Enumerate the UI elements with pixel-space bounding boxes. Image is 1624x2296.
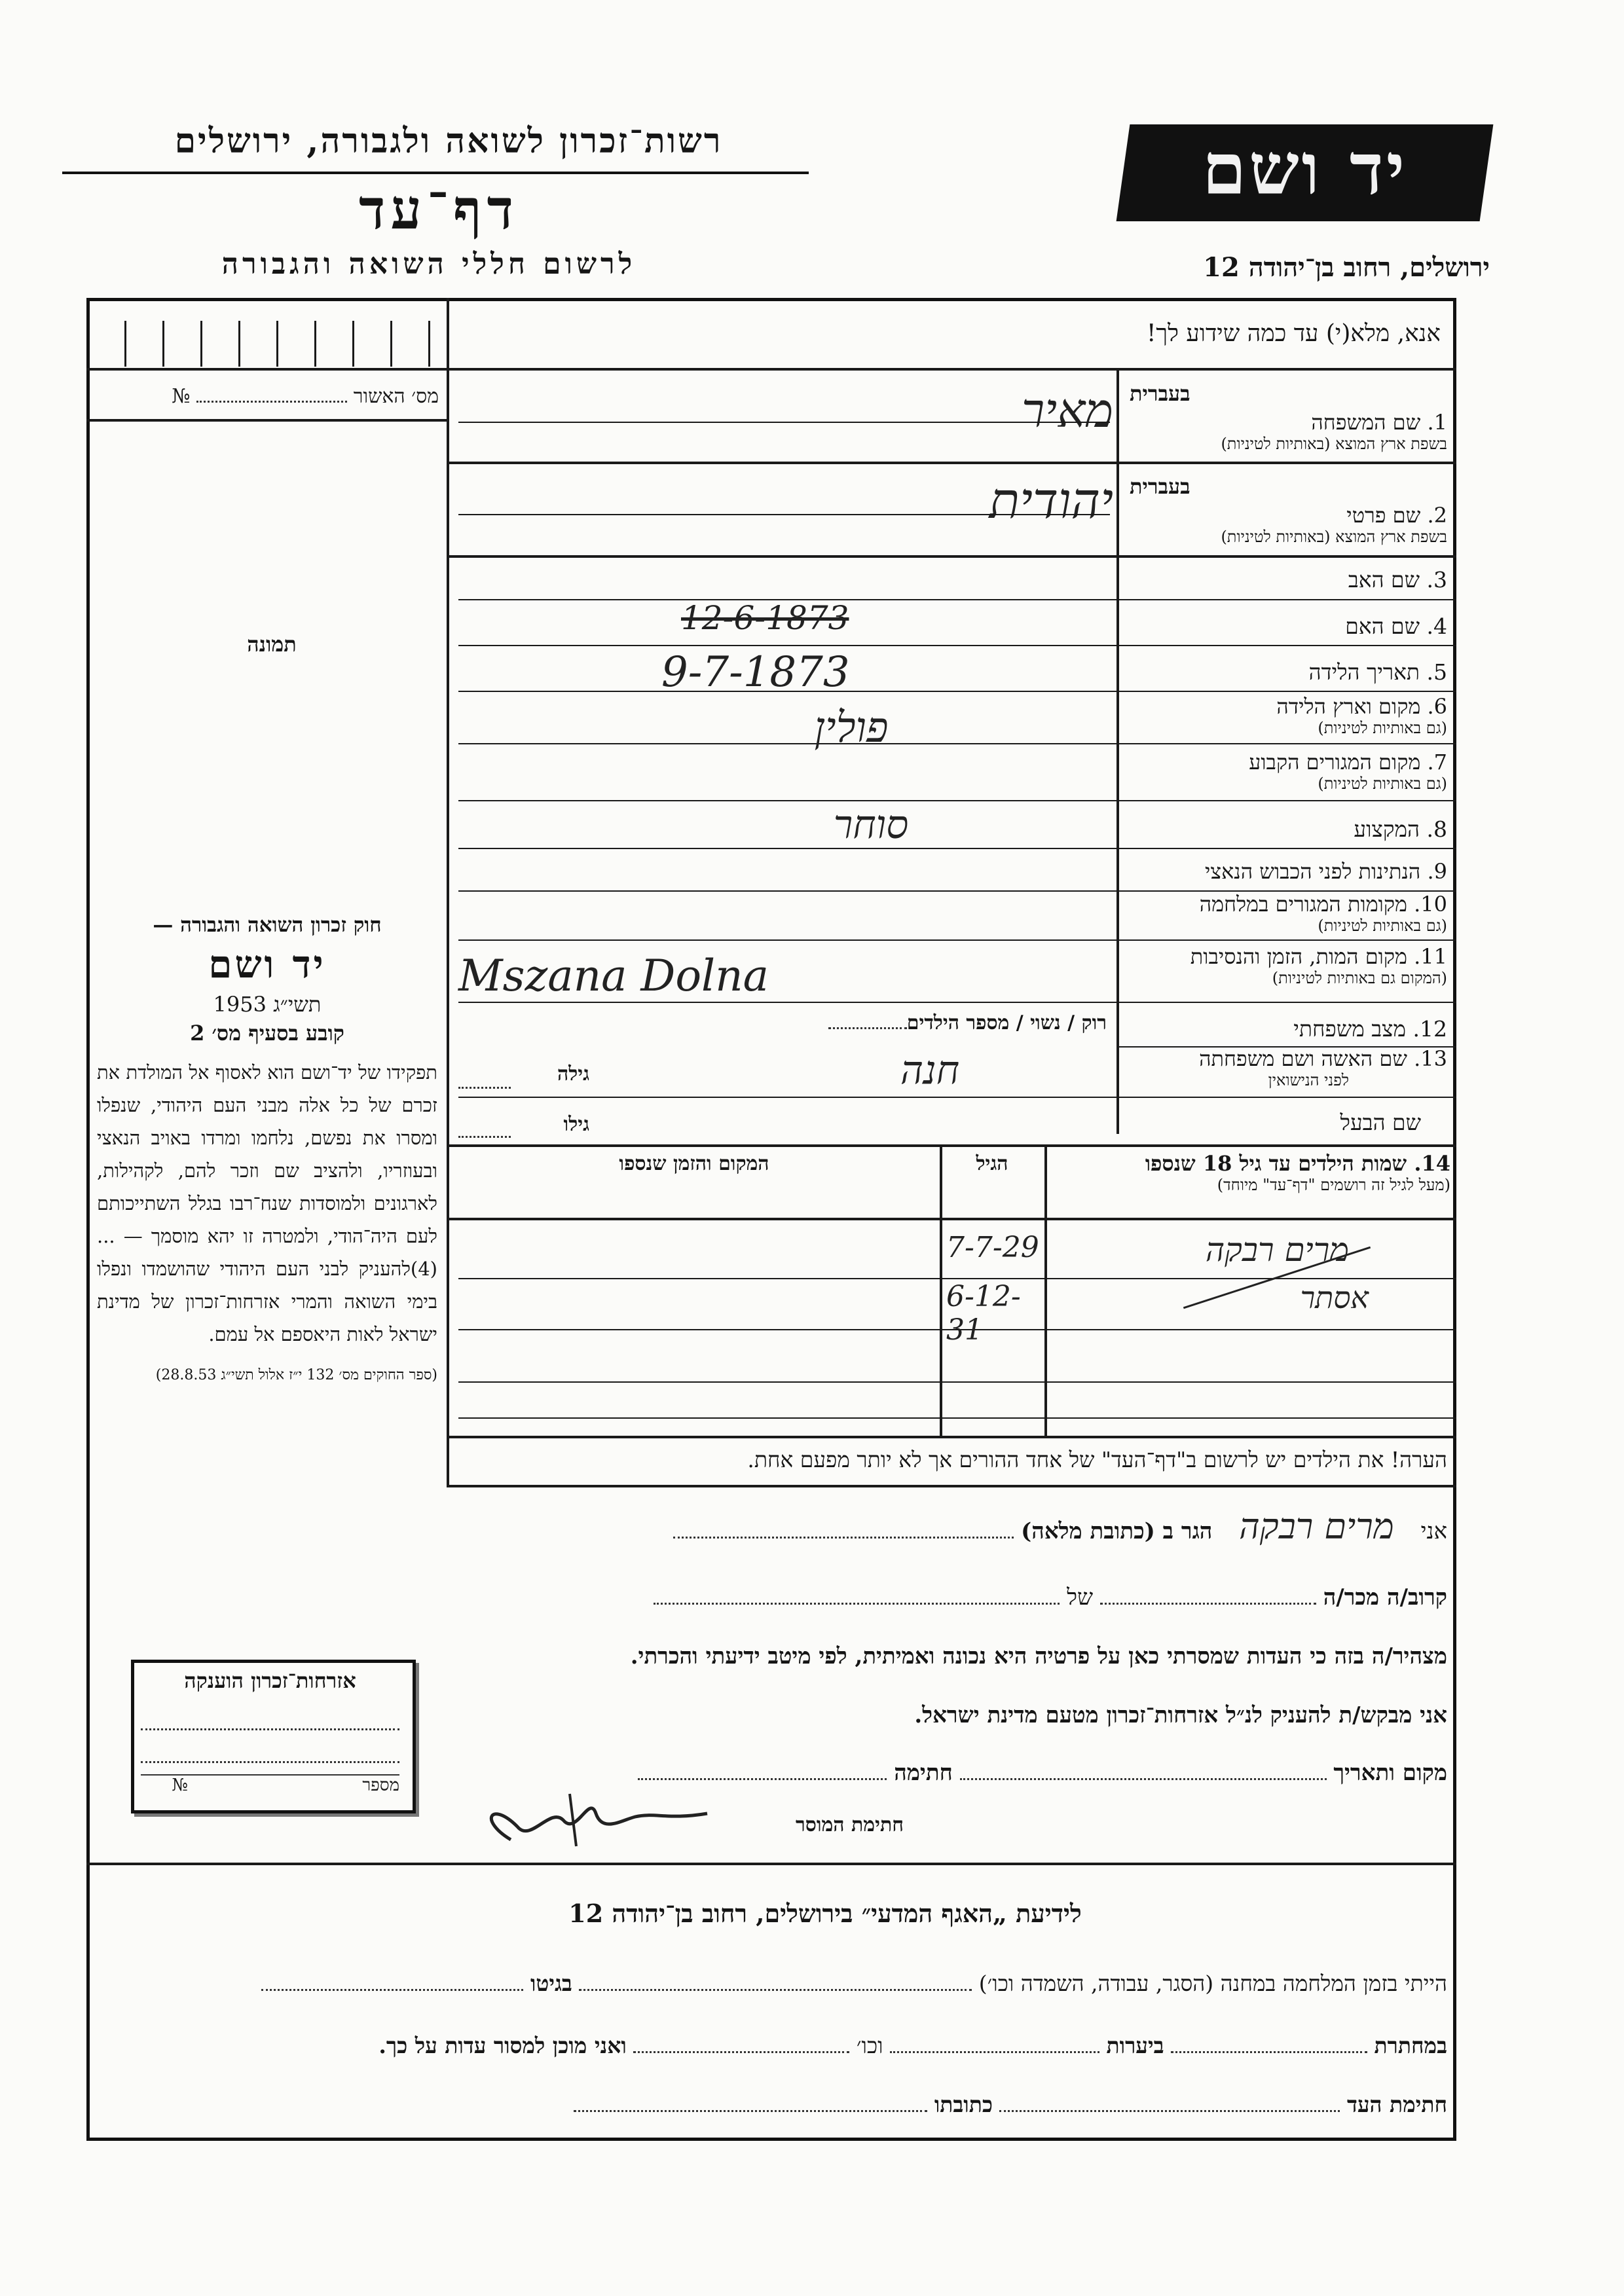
child-name-2: אסתר: [1300, 1280, 1369, 1315]
field-first-name: בעברית 2. שם פרטי בשפת ארץ המוצא (באותיות לטיניות): [1130, 474, 1447, 546]
intro-text: אנא, מלא(י) עד כמה שידוע לך!: [1146, 320, 1441, 347]
wife-age-field[interactable]: [458, 1087, 511, 1089]
photo-label: תמונה: [247, 632, 297, 657]
declaration-ani: אני מרים רבקה הגר ב (כתובת מלאה): [458, 1506, 1447, 1547]
child-age-1: 7-7-29: [946, 1231, 1039, 1264]
field-marital-status: 12. מצב משפחתי: [1293, 1016, 1447, 1042]
bottom-line-1: הייתי בזמן המלחמה במחנה (הסגר, עבודה, השמדה וכו׳) בגיטו: [98, 1971, 1447, 1997]
children-header-place: המקום והזמן שנספו: [619, 1152, 769, 1175]
profession-value: סוחר: [833, 802, 909, 848]
family-name-value: מאיר: [1021, 383, 1113, 438]
birth-place-value: פולין: [814, 704, 889, 752]
death-place-value: Mszana Dolna: [458, 951, 769, 1001]
children-header-age: הגיל: [976, 1152, 1008, 1175]
child-name-1: מרים רבקה: [1205, 1231, 1349, 1269]
declaration-place-date: מקום ותאריך חתימה: [458, 1760, 1447, 1786]
field-husband-name: שם הבעל: [1340, 1110, 1421, 1135]
form-title: דף־עד: [358, 177, 519, 242]
field-family-name: בעברית 1. שם המשפחה בשפת ארץ המוצא (באותיות לטיניות): [1130, 381, 1447, 453]
marital-options: רוק / נשוי / מספר הילדים: [688, 1011, 1107, 1034]
law-section: חוק זכרון השואה והגבורה — יד ושם תשי״ג 1953 קובע בסעיף מס׳ 2 תפקידו של יד־ושם הוא לאסוף אל המולדת את זכרם של כל אלה מבני העם היהודי, שנפלו ומסרו את נפשם, נלחמו ומרדו באויב הנאצי ובעוזריו, ולהציב שם וזכר להם, לקהילות, לארגונים ולמוסדות שנח־רבו בגלל השתייכותם לעם היה־הודי, ולמטרה זו יהא מוסמך — ...(4)להעניק לבני העם היהודי שהושמדו ונפלו בימי השואה והמרי אזרחות־זכרון של מדינת ישראל לאות היאספם אל עמם. (ספר החוקים מס׳ 132 י״ז אלול תשי״ג 28.8.53): [97, 913, 437, 1383]
field-mother-name: 4. שם האם: [1345, 613, 1447, 639]
husband-age-label: גילו: [563, 1113, 589, 1136]
authority-underline: [62, 172, 809, 174]
field-war-residences: 10. מקומות המגורים במלחמה (גם באותיות לטיניות): [1199, 892, 1447, 935]
wife-name-value: חנה: [900, 1048, 960, 1093]
first-name-value: יהודית: [989, 471, 1113, 530]
birth-date-value: 9-7-1873: [661, 648, 850, 697]
form-subtitle: לרשום חללי השואה והגבורה: [221, 247, 637, 281]
field-birth-date: 5. תאריך הלידה: [1308, 659, 1447, 685]
organization-address: ירושלים, רחוב בן־יהודה 12: [1203, 252, 1490, 283]
authority-title: רשות־זכרון לשואה ולגבורה, ירושלים: [174, 121, 723, 161]
field-death-place: 11. מקום המות, הזמן והנסיבות (המקום גם באותיות לטיניות): [1190, 944, 1447, 987]
field-profession: 8. המקצוע: [1354, 816, 1447, 842]
bottom-line-2: במחתרת ביערות וכו׳ ואני מוכן למסור עדות על כך.: [378, 2033, 1447, 2058]
mother-name-value: 12-6-1873: [681, 599, 849, 637]
citizenship-title: אזרחות־זכרון הוענקה: [184, 1668, 356, 1693]
bottom-title: לידיעת „האגף המדעי״ בירושלים, רחוב בן־יהודה 12: [568, 1899, 1082, 1928]
children-header-name: 14. שמות הילדים עד גיל 18 שנספו (מעל לגיל זה רושמים "דף־עד" מיוחד): [1145, 1151, 1450, 1194]
field-father-name: 3. שם האב: [1348, 567, 1447, 592]
field-citizenship: 9. הנתינות לפני הכבוש הנאצי: [1204, 859, 1447, 884]
tick-marks: [124, 321, 445, 373]
declaration-request: אני מבקש/ת להעניק לנ״ל אזרחות־זכרון מטעם מדינת ישראל.: [914, 1702, 1447, 1728]
field-wife-name: 13. שם האשה ושם משפחתה לפני הנישואין: [1199, 1046, 1447, 1089]
bottom-line-3: חתימת העד כתובתו: [98, 2092, 1447, 2118]
field-birth-place: 6. מקום וארץ הלידה (גם באותיות לטיניות): [1276, 694, 1447, 737]
husband-age-field[interactable]: [458, 1136, 511, 1138]
note-text: הערה! את הילדים יש לרשום ב"דף־העד" של אחד ההורים אך לא יותר מפעם אחת.: [747, 1447, 1447, 1472]
receiver-signature: חתימת המוסר: [796, 1813, 904, 1836]
declaration-relative: קרוב/ה מכר/ה של: [458, 1584, 1447, 1611]
wife-age-label: גילה: [557, 1063, 589, 1085]
field-permanent-residence: 7. מקום המגורים הקבוע (גם באותיות לטיניות): [1249, 750, 1447, 793]
citizenship-number: מספר №: [141, 1774, 399, 1795]
approval-number-label: מס׳ האשור №: [172, 385, 439, 408]
handwritten-signature: [471, 1781, 720, 1866]
child-age-2: 6-12-31: [946, 1280, 1021, 1347]
declaration-statement: מצהיר/ה בזה כי העדות שמסרתי כאן על פרטיה היא נכונה ואמיתית, לפי מיטב ידיעתי והכרתי.: [630, 1643, 1447, 1669]
logo-text: יד ושם: [1202, 128, 1408, 211]
